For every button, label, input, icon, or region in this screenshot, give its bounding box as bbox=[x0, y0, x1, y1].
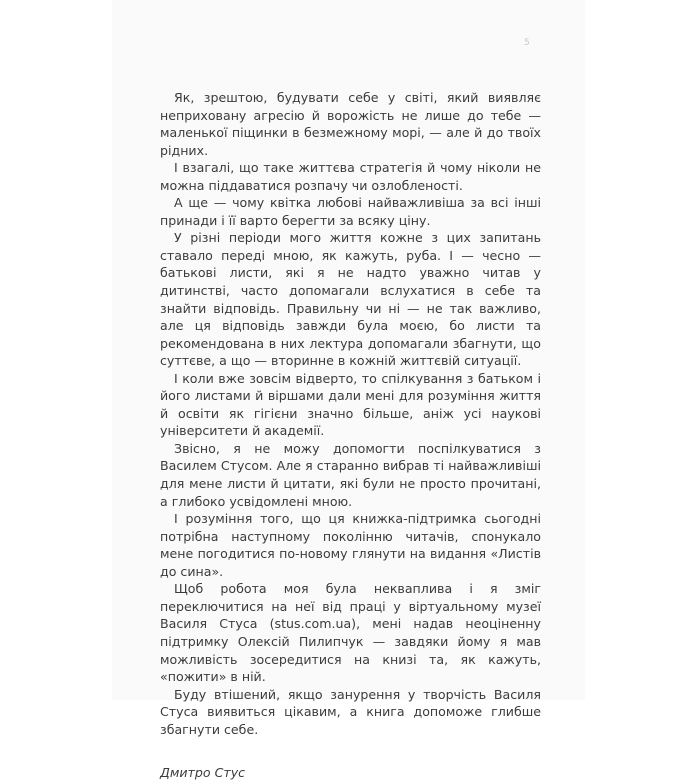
paragraph: І розуміння того, що ця книжка-підтримка сьогодні потрібна наступному поколінню читачів, спонукало мене погодитися по-новому глянути на видання «Листів до сина». bbox=[160, 511, 541, 579]
paragraph: Буду втішений, якщо занурення у творчість Василя Стуса виявиться цікавим, а книга допоможе глибше збагнути себе. bbox=[160, 686, 541, 737]
paragraph: Щоб робота моя була некваплива і я зміг переключитися на неї від праці у віртуальному музеї Василя Стуса (stus.com.ua), мені надав неоціненну підтримку Олексій Пилипчук — завдяки йому я мав можливість зосередитися на книзі та, як кажуть, «пожити» в ній. bbox=[160, 581, 541, 685]
paragraph: Звісно, я не можу допомогти поспілкуватися з Василем Стусом. Але я старанно вибрав ті найважливіші для мене листи й цитати, які були не просто прочитані, а глибоко усвідомлені мною. bbox=[160, 440, 541, 509]
paragraph: А ще — чому квітка любові найважливіша за всі інші принади і її варто берегти за всяку ціну. bbox=[160, 195, 541, 228]
paragraph: І взагалі, що таке життєва стратегія й чому ніколи не можна піддаватися розпачу чи озлобленості. bbox=[160, 160, 541, 193]
paragraph: І коли вже зовсім відверто, то спілкування з батьком і його листами й віршами дали мені для розуміння життя й освіти як гігієни значно більше, аніж усі наукові університети й академії. bbox=[160, 370, 541, 439]
paragraph: Як, зрештою, будувати себе у світі, який виявляє неприховану агресію й ворожість не лише до тебе — маленької піщинки в безмежному морі, — але й до твоїх рідних. bbox=[160, 90, 541, 158]
page-number-value: 5 bbox=[524, 38, 530, 48]
paragraph: У різні періоди мого життя кожне з цих запитань ставало переді мною, як кажуть, руба. І — чесно — батькові листи, які я не надто уважно читав у дитинстві, часто допомагали вслухатися в себе та знайти відповідь. Правильну чи ні — не так важливо, але ця відповідь завжди була моєю, бо листи та рекомендована в них лектура допомагали збагнути, що суттєве, а що — вторинне в кожній життєвій ситуації. bbox=[160, 230, 541, 369]
author-signature: Дмитро Стус bbox=[160, 765, 246, 781]
body-text bbox=[160, 89, 541, 782]
